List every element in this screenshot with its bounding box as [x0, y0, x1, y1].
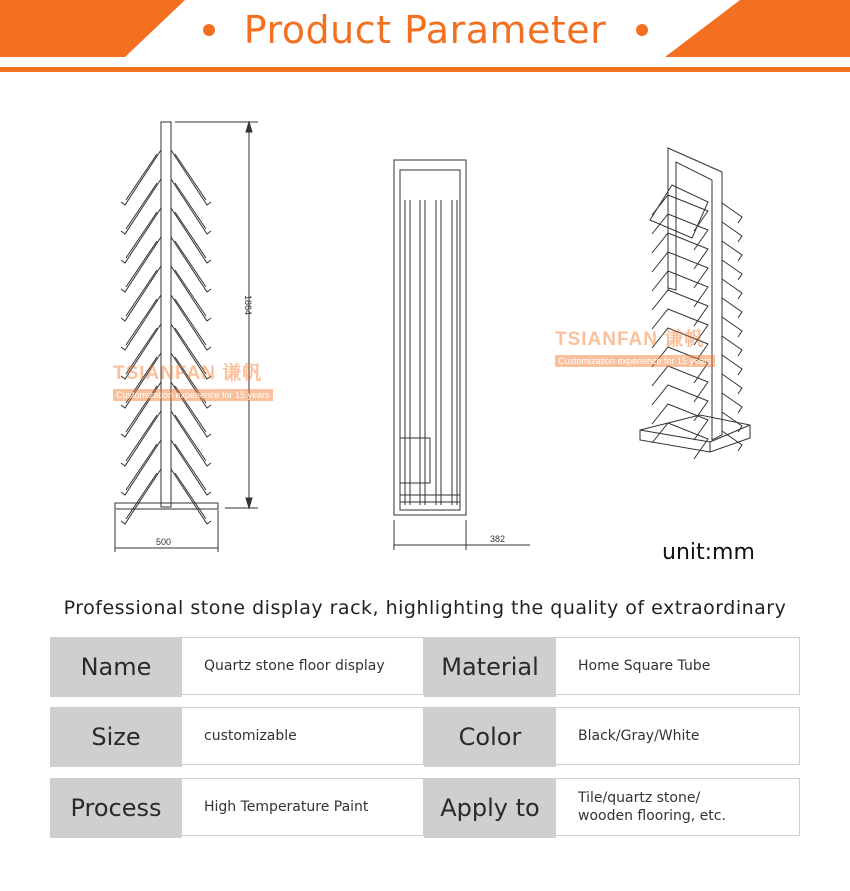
param-value: customizable [181, 707, 424, 765]
header-banner [0, 0, 850, 75]
param-label: Color [424, 707, 556, 767]
watermark-3d: TSIANFAN 谦帆 Customization experience for 15 years [555, 324, 715, 369]
front-view-drawing [115, 122, 258, 552]
param-row [50, 778, 800, 838]
watermark-front: TSIANFAN 谦帆 Customization experience for 15 years [113, 358, 273, 403]
param-label: Apply to [424, 778, 556, 838]
product-drawings [0, 90, 850, 570]
param-label: Name [50, 637, 182, 697]
param-value: Home Square Tube [555, 637, 800, 695]
height-dimension-label: 1864 [243, 295, 253, 316]
side-view-drawing [394, 160, 530, 550]
param-value: Tile/quartz stone/ wooden flooring, etc. [555, 778, 800, 836]
param-label: Process [50, 778, 182, 838]
param-value: High Temperature Paint [181, 778, 424, 836]
side-width-dimension-label: 382 [490, 534, 506, 544]
param-label: Material [424, 637, 556, 697]
drawing-canvas [0, 90, 850, 570]
perspective-view-drawing [640, 148, 750, 459]
param-row [50, 707, 800, 767]
page-title: Product Parameter [243, 8, 607, 52]
front-width-dimension-label: 500 [156, 537, 172, 547]
param-value: Black/Gray/White [555, 707, 800, 765]
param-row [50, 637, 800, 697]
product-subtitle: Professional stone display rack, highlighting the quality of extraordinary [63, 597, 787, 619]
param-value: Quartz stone floor display [181, 637, 424, 695]
unit-label: unit:mm [662, 540, 755, 565]
param-label: Size [50, 707, 182, 767]
